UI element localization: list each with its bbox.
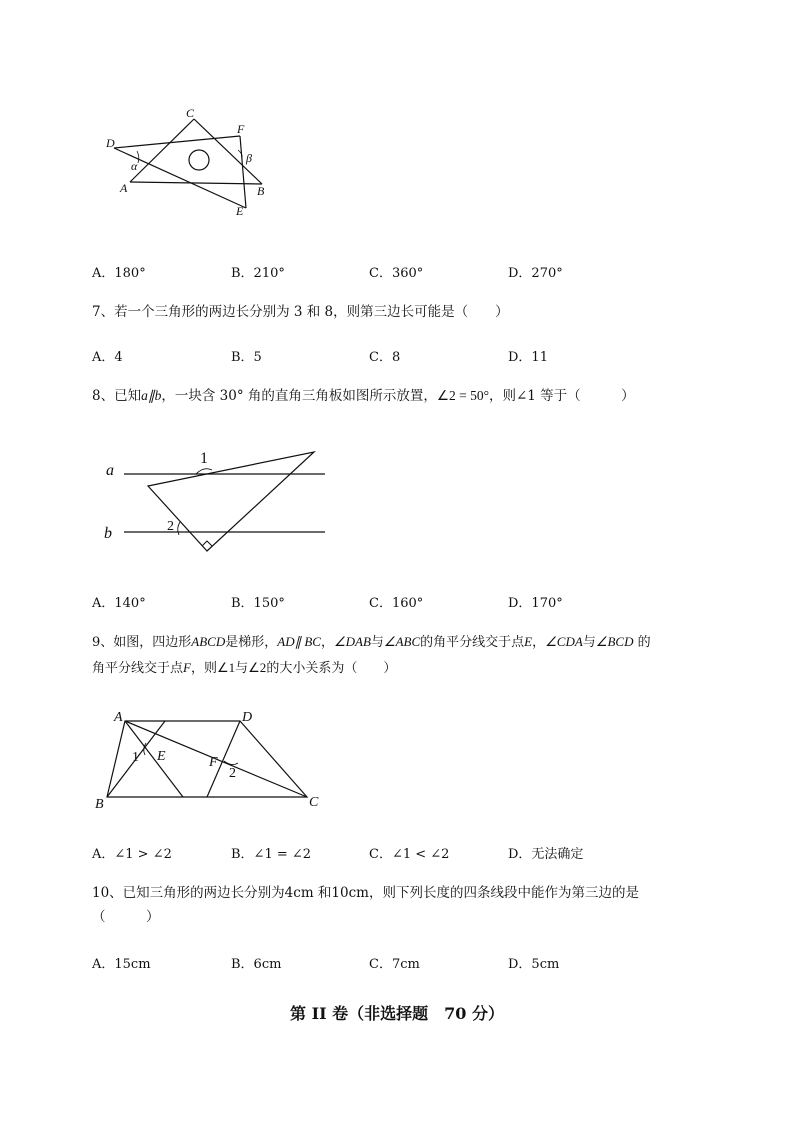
q9-option-a[interactable]: A．∠1 > ∠2	[92, 847, 172, 862]
q10-option-b[interactable]: B．6cm	[231, 957, 282, 972]
label-1: 1	[200, 450, 208, 467]
q9-text-1c: ，	[320, 635, 334, 650]
q9-text-1h: 的	[633, 635, 651, 650]
label-b: b	[104, 525, 112, 542]
q9-ang2: ∠2	[248, 660, 267, 675]
label-a: a	[106, 462, 114, 479]
q9-text-2c: 与	[235, 661, 249, 676]
q10-option-a[interactable]: A．15cm	[92, 957, 151, 972]
q6-option-c[interactable]: C．360°	[369, 266, 424, 281]
label-1: 1	[132, 750, 139, 765]
label-C: C	[309, 795, 319, 810]
q9-option-d[interactable]: D．无法确定	[508, 847, 584, 862]
label-F: F	[237, 122, 245, 136]
q8-pre: 8、已知	[92, 388, 142, 404]
label-E: E	[157, 749, 166, 764]
q10-question: 10、已知三角形的两边长分别为4cm 和10cm，则下列长度的四条线段中能作为第三边的是	[92, 885, 639, 901]
q8-mid: ，一块含 30° 角的直角三角板如图所示放置，	[161, 388, 437, 404]
q9-text-1g: 与	[582, 635, 596, 650]
q9-ang1: ∠1	[216, 660, 236, 675]
q10-answer-blank: （ ）	[92, 909, 160, 925]
label-beta: β	[246, 151, 252, 165]
label-E: E	[236, 204, 244, 218]
q6-option-a[interactable]: A．180°	[92, 266, 146, 281]
q6-option-b[interactable]: B．210°	[231, 266, 285, 281]
label-2: 2	[229, 766, 236, 781]
figure-q6	[100, 100, 290, 225]
q9-text-1d: 与	[370, 635, 384, 650]
label-C: C	[186, 106, 195, 120]
label-alpha: α	[131, 159, 138, 173]
label-2: 2	[167, 519, 174, 534]
figure-q9	[90, 705, 335, 815]
q9-cda: ∠CDA	[545, 634, 583, 649]
q9-option-b[interactable]: B．∠1 = ∠2	[231, 847, 312, 862]
q8-option-c[interactable]: C．160°	[369, 596, 424, 611]
label-F: F	[209, 755, 218, 770]
label-D: D	[106, 136, 115, 150]
q9-dab: ∠DAB	[333, 634, 371, 649]
label-A: A	[120, 181, 128, 195]
q8-angle-eq: ∠2 = 50°	[436, 388, 489, 403]
label-B: B	[257, 184, 265, 198]
figure-q8	[100, 440, 340, 560]
q9-text-2a: 角平分线交于点	[92, 661, 184, 676]
q8-option-b[interactable]: B．150°	[231, 596, 285, 611]
q9-text-1f: ，	[532, 635, 546, 650]
q8-parallel: a∥b	[141, 388, 162, 403]
q10-option-d[interactable]: D．5cm	[508, 957, 560, 972]
q7-option-c[interactable]: C．8	[369, 350, 401, 365]
q9-text-2d: 的大小关系为（ ）	[266, 661, 397, 676]
q9-e: E	[524, 634, 533, 649]
q9-bcd: ∠BCD	[595, 634, 634, 649]
q7-option-d[interactable]: D．11	[508, 350, 548, 365]
q9-abcd: ABCD	[191, 634, 226, 649]
q6-option-d[interactable]: D．270°	[508, 266, 563, 281]
q9-ad-bc: AD∥ BC	[277, 634, 321, 649]
q9-question-line2	[92, 659, 396, 678]
q9-text-1e: 的角平分线交于点	[420, 635, 525, 650]
label-B: B	[95, 797, 104, 812]
q8-option-d[interactable]: D．170°	[508, 596, 563, 611]
q9-text-1a: 9、如图，四边形	[92, 635, 192, 650]
q9-text-2b: ，则	[190, 661, 217, 676]
q9-abc: ∠ABC	[383, 634, 421, 649]
q8-option-a[interactable]: A．140°	[92, 596, 146, 611]
q7-option-b[interactable]: B．5	[231, 350, 262, 365]
q8-post: ，则∠1 等于（ ）	[488, 388, 635, 404]
q9-text-1b: 是梯形，	[225, 635, 278, 650]
section-title: 第 II 卷（非选择题 70 分）	[290, 1004, 504, 1023]
label-D: D	[242, 710, 253, 725]
q10-option-c[interactable]: C．7cm	[369, 957, 420, 972]
q7-option-a[interactable]: A．4	[92, 350, 123, 365]
q9-question-line1	[92, 633, 651, 652]
label-A: A	[114, 710, 123, 725]
q7-question: 7、若一个三角形的两边长分别为 3 和 8，则第三边长可能是（ ）	[92, 304, 509, 320]
q9-f: F	[183, 660, 191, 675]
q8-question	[92, 387, 635, 405]
q9-option-c[interactable]: C．∠1 < ∠2	[369, 847, 450, 862]
